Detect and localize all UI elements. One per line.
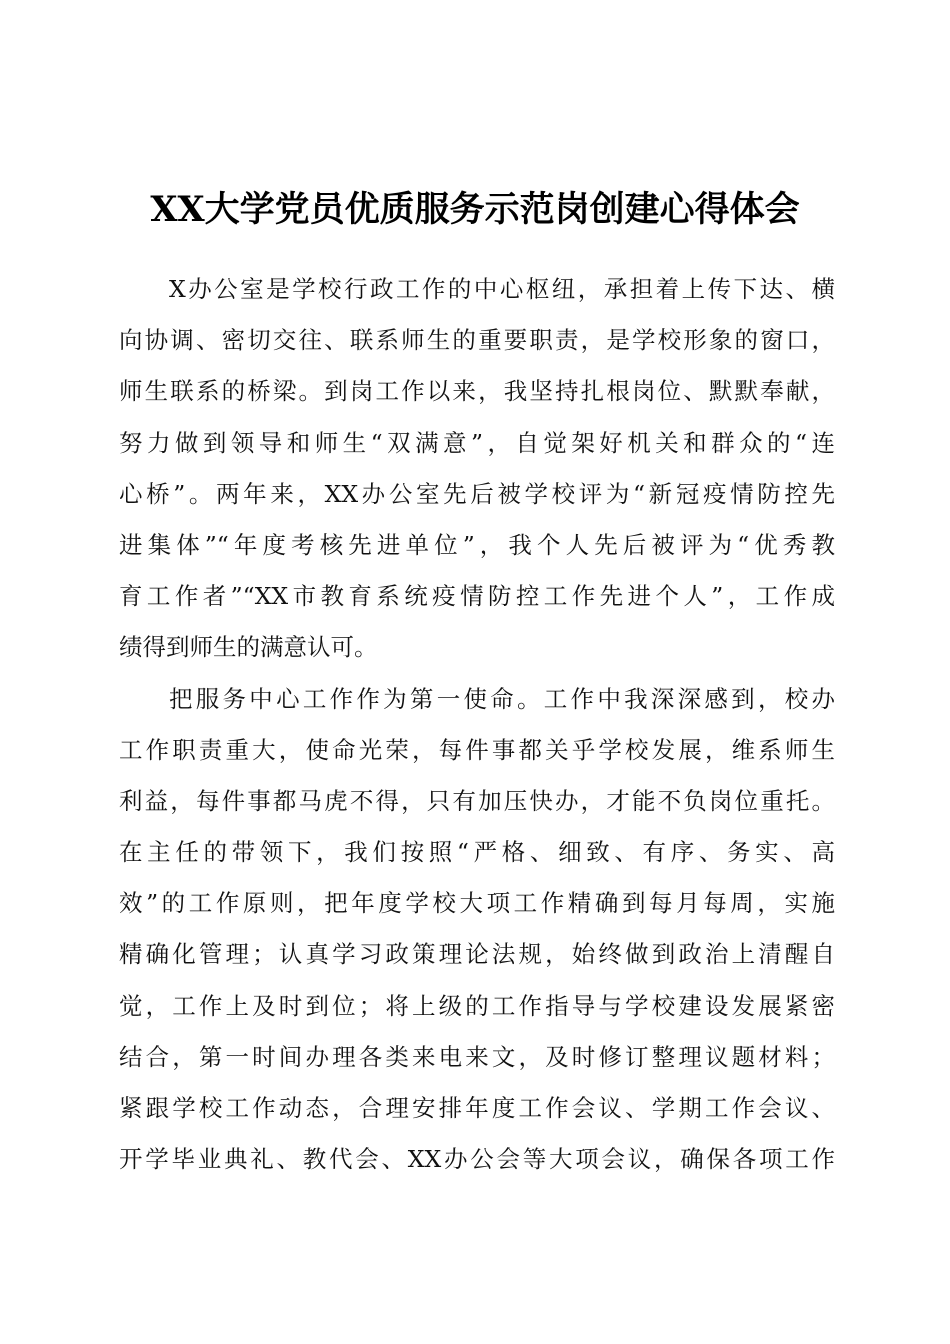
paragraph-2 xyxy=(119,674,835,1186)
text-line: 师生联系的桥梁。到岗工作以来，我坚持扎根岗位、默默奉献， xyxy=(119,377,835,406)
text-line: 利益，每件事都马虎不得，只有加压快办，才能不负岗位重托。 xyxy=(119,786,835,815)
text-line: 绩得到师生的满意认可。 xyxy=(119,633,378,662)
document-title: XX大学党员优质服务示范岗创建心得体会 xyxy=(150,189,800,230)
text-line: 结合，第一时间办理各类来电来文，及时修订整理议题材料； xyxy=(119,1042,835,1071)
text-line: 工作职责重大，使命光荣，每件事都关乎学校发展，维系师生 xyxy=(119,735,835,764)
text-line: 紧跟学校工作动态，合理安排年度工作会议、学期工作会议、 xyxy=(119,1094,835,1122)
text-line: 把服务中心工作作为第一使命。工作中我深深感到，校办 xyxy=(169,684,835,713)
text-line: 精确化管理；认真学习政策理论法规，始终做到政治上清醒自 xyxy=(119,940,835,969)
document-body xyxy=(119,264,835,1185)
text-line: 向协调、密切交往、联系师生的重要职责，是学校形象的窗口， xyxy=(119,326,835,355)
text-line: 育工作者”“XX市教育系统疫情防控工作先进个人”，工作成 xyxy=(119,582,835,611)
text-line: 在主任的带领下，我们按照“严格、细致、有序、务实、高 xyxy=(119,838,835,867)
text-line: 效”的工作原则，把年度学校大项工作精确到每月每周，实施 xyxy=(119,889,835,918)
text-line: 开学毕业典礼、教代会、XX办公会等大项会议，确保各项工作 xyxy=(119,1145,835,1174)
text-line: 觉，工作上及时到位；将上级的工作指导与学校建设发展紧密 xyxy=(119,991,835,1020)
text-line: 努力做到领导和师生“双满意”，自觉架好机关和群众的“连 xyxy=(119,428,835,457)
paragraph-1 xyxy=(119,264,835,674)
text-line: 进集体”“年度考核先进单位”，我个人先后被评为“优秀教 xyxy=(119,530,835,559)
text-line: 心桥”。两年来，XX办公室先后被学校评为“新冠疫情防控先 xyxy=(119,479,835,508)
text-line: X办公室是学校行政工作的中心枢纽，承担着上传下达、横 xyxy=(169,275,835,303)
